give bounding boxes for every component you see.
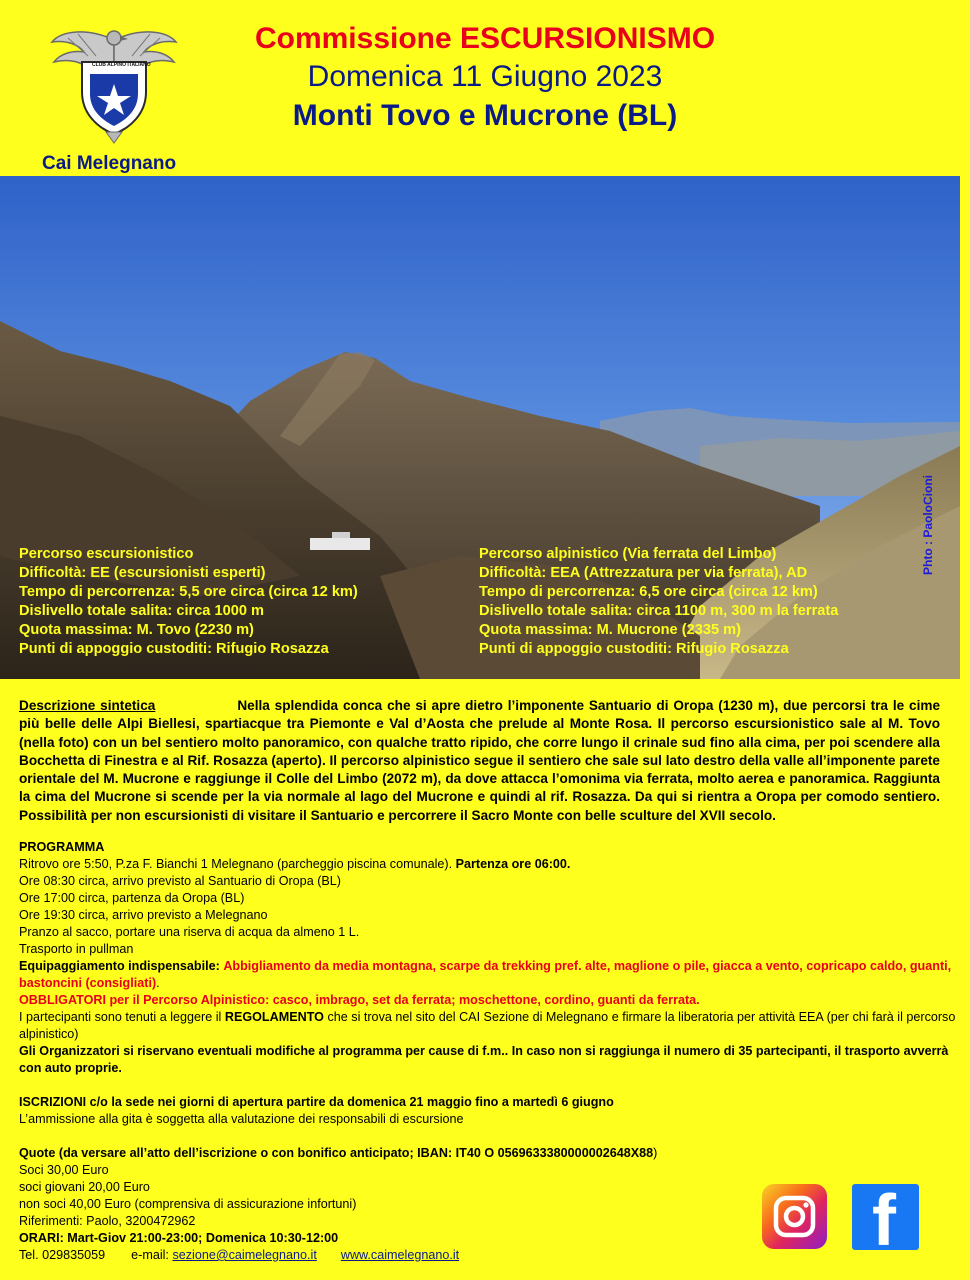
- info-line: Difficoltà: EEA (Attrezzatura per via ferrata), AD: [479, 565, 808, 581]
- obbligatori: OBBLIGATORI per il Percorso Alpinistico: casco, imbrago, set da ferrata; moschettone, cordino, guanti da ferrata.: [19, 993, 700, 1007]
- photo-credit: [908, 470, 948, 590]
- quote-item: Soci 30,00 Euro: [19, 1163, 109, 1177]
- equipment: [19, 958, 959, 992]
- info-line: Punti di appoggio custoditi: Rifugio Rosazza: [479, 641, 789, 657]
- program-line: [19, 856, 959, 873]
- info-line: Quota massima: M. Tovo (2230 m): [19, 622, 254, 638]
- description-label: Descrizione sintetica: [19, 698, 156, 713]
- logo-text: CLUB ALPINO ITALIANO: [92, 62, 151, 68]
- contacts: [19, 1247, 959, 1264]
- info-line: Dislivello totale salita: circa 1000 m: [19, 603, 264, 619]
- regolamento: [19, 1009, 959, 1043]
- section-name: Cai Melegnano: [42, 153, 177, 174]
- event-date: Domenica 11 Giugno 2023: [307, 60, 663, 93]
- instagram-icon[interactable]: [762, 1184, 827, 1249]
- event-title: Monti Tovo e Mucrone (BL): [292, 99, 678, 132]
- info-line: Tempo di percorrenza: 5,5 ore circa (circa 12 km): [19, 584, 358, 600]
- reg-bold: REGOLAMENTO: [224, 1010, 324, 1024]
- email-link[interactable]: sezione@caimelegnano.it: [172, 1248, 317, 1262]
- program-line: Ore 08:30 circa, arrivo previsto al Santuario di Oropa (BL): [19, 874, 341, 888]
- commission-title: Commissione ESCURSIONISMO: [254, 22, 716, 55]
- program-line: Ore 19:30 circa, arrivo previsto a Melegnano: [19, 908, 268, 922]
- telephone: Tel. 029835059: [19, 1248, 106, 1262]
- program-line: Ore 17:00 circa, partenza da Oropa (BL): [19, 891, 245, 905]
- equipment-text: Abbigliamento da media montagna, scarpe da trekking pref. alte, maglione o pile, giacca a vento, copricapo caldo, guanti, bastoncini (consigliati): [19, 959, 952, 990]
- iscrizioni: ISCRIZIONI c/o la sede nei giorni di apertura partire da domenica 21 maggio fino a martedì 6 giugno: [19, 1095, 614, 1109]
- quote-item: Riferimenti: Paolo, 3200472962: [19, 1214, 196, 1228]
- description-text: Nella splendida conca che si apre dietro l’imponente Santuario di Oropa (1230 m), due percorsi tra le cime più belle delle Alpi Biellesi, spartiacque tra Piemonte e Val d’Aosta che prelude al Monte Rosa. Il percorso escursionistico sale al M. Tovo (nella foto) con un bel sentiero molto panoramico, con qualche tratto ripido, che corre lungo il crinale sud fino alla cima, per poi scendere alla Bocchetta di Finestra e al Rif. Rosazza (aperto). Il percorso alpinistico segue il sentiero che sale sul lato destro della valle all’imponente parete orientale del M. Mucrone e raggiunge il Colle del Limbo (2072 m), da dove attacca l’omonima via ferrata, molto aerea e panoramica. Raggiunta la cima del Mucrone si scende per la via normale al lago del Mucrone e quindi al rif. Rosazza. Da qui si rientra a Oropa per comodo sentiero. Possibilità per non escursionisti di visitare il Santuario e percorrere il Sacro Monte con belle sculture del XVII secolo.: [19, 698, 941, 823]
- program-line: Pranzo al sacco, portare una riserva di acqua da almeno 1 L.: [19, 925, 360, 939]
- quote-title-end: ): [653, 1146, 658, 1160]
- info-line: Percorso escursionistico: [19, 546, 194, 562]
- partenza-text: Partenza ore 06:00.: [455, 857, 571, 871]
- info-line: Percorso alpinistico (Via ferrata del Limbo): [479, 546, 777, 562]
- orari: ORARI: Mart-Giov 21:00-23:00; Domenica 10:30-12:00: [19, 1231, 339, 1245]
- info-line: Punti di appoggio custoditi: Rifugio Rosazza: [19, 641, 329, 657]
- quote-item: non soci 40,00 Euro (comprensiva di assicurazione infortuni): [19, 1197, 357, 1211]
- reg-post: che si trova nel sito del CAI Sezione di Melegnano e firmare la liberatoria per attività EEA (per chi farà il percorso alpinistico): [19, 1010, 956, 1041]
- facebook-glyph: f: [872, 1181, 896, 1261]
- info-line: Difficoltà: EE (escursionisti esperti): [19, 565, 266, 581]
- info-line: Tempo di percorrenza: 6,5 ore circa (circa 12 km): [479, 584, 818, 600]
- website-link[interactable]: www.caimelegnano.it: [340, 1248, 460, 1262]
- ritrovo-text: Ritrovo ore 5:50, P.za F. Bianchi 1 Melegnano (parcheggio piscina comunale).: [19, 857, 453, 871]
- description: [19, 697, 940, 825]
- info-line: Quota massima: M. Mucrone (2335 m): [479, 622, 741, 638]
- program-line: Trasporto in pullman: [19, 942, 134, 956]
- info-line: Dislivello totale salita: circa 1100 m, 300 m la ferrata: [479, 603, 839, 619]
- photo-credit-text: Phto : PaoloCioni: [921, 475, 935, 575]
- reg-pre: I partecipanti sono tenuti a leggere il: [19, 1010, 222, 1024]
- equipment-label: Equipaggiamento indispensabile:: [19, 959, 220, 973]
- quote-title: [19, 1145, 959, 1162]
- email-label: e-mail:: [131, 1248, 169, 1262]
- program-title: PROGRAMMA: [19, 840, 105, 854]
- alpinistico-info: [479, 545, 838, 659]
- iscrizioni-note: L’ammissione alla gita è soggetta alla valutazione dei responsabili di escursione: [19, 1112, 464, 1126]
- organizzatori: Gli Organizzatori si riservano eventuali modifiche al programma per cause di f.m.. In caso non si raggiunga il numero di 35 partecipanti, il trasporto avverrà con auto proprie.: [19, 1044, 949, 1075]
- quote-title-text: Quote (da versare all’atto dell’iscrizione o con bonifico anticipato; IBAN: IT40 O 0569633380000002648X88: [19, 1146, 654, 1160]
- equipment-end: .: [156, 976, 160, 990]
- escursionistico-info: [19, 545, 358, 659]
- quote-item: soci giovani 20,00 Euro: [19, 1180, 150, 1194]
- facebook-icon[interactable]: [852, 1181, 919, 1261]
